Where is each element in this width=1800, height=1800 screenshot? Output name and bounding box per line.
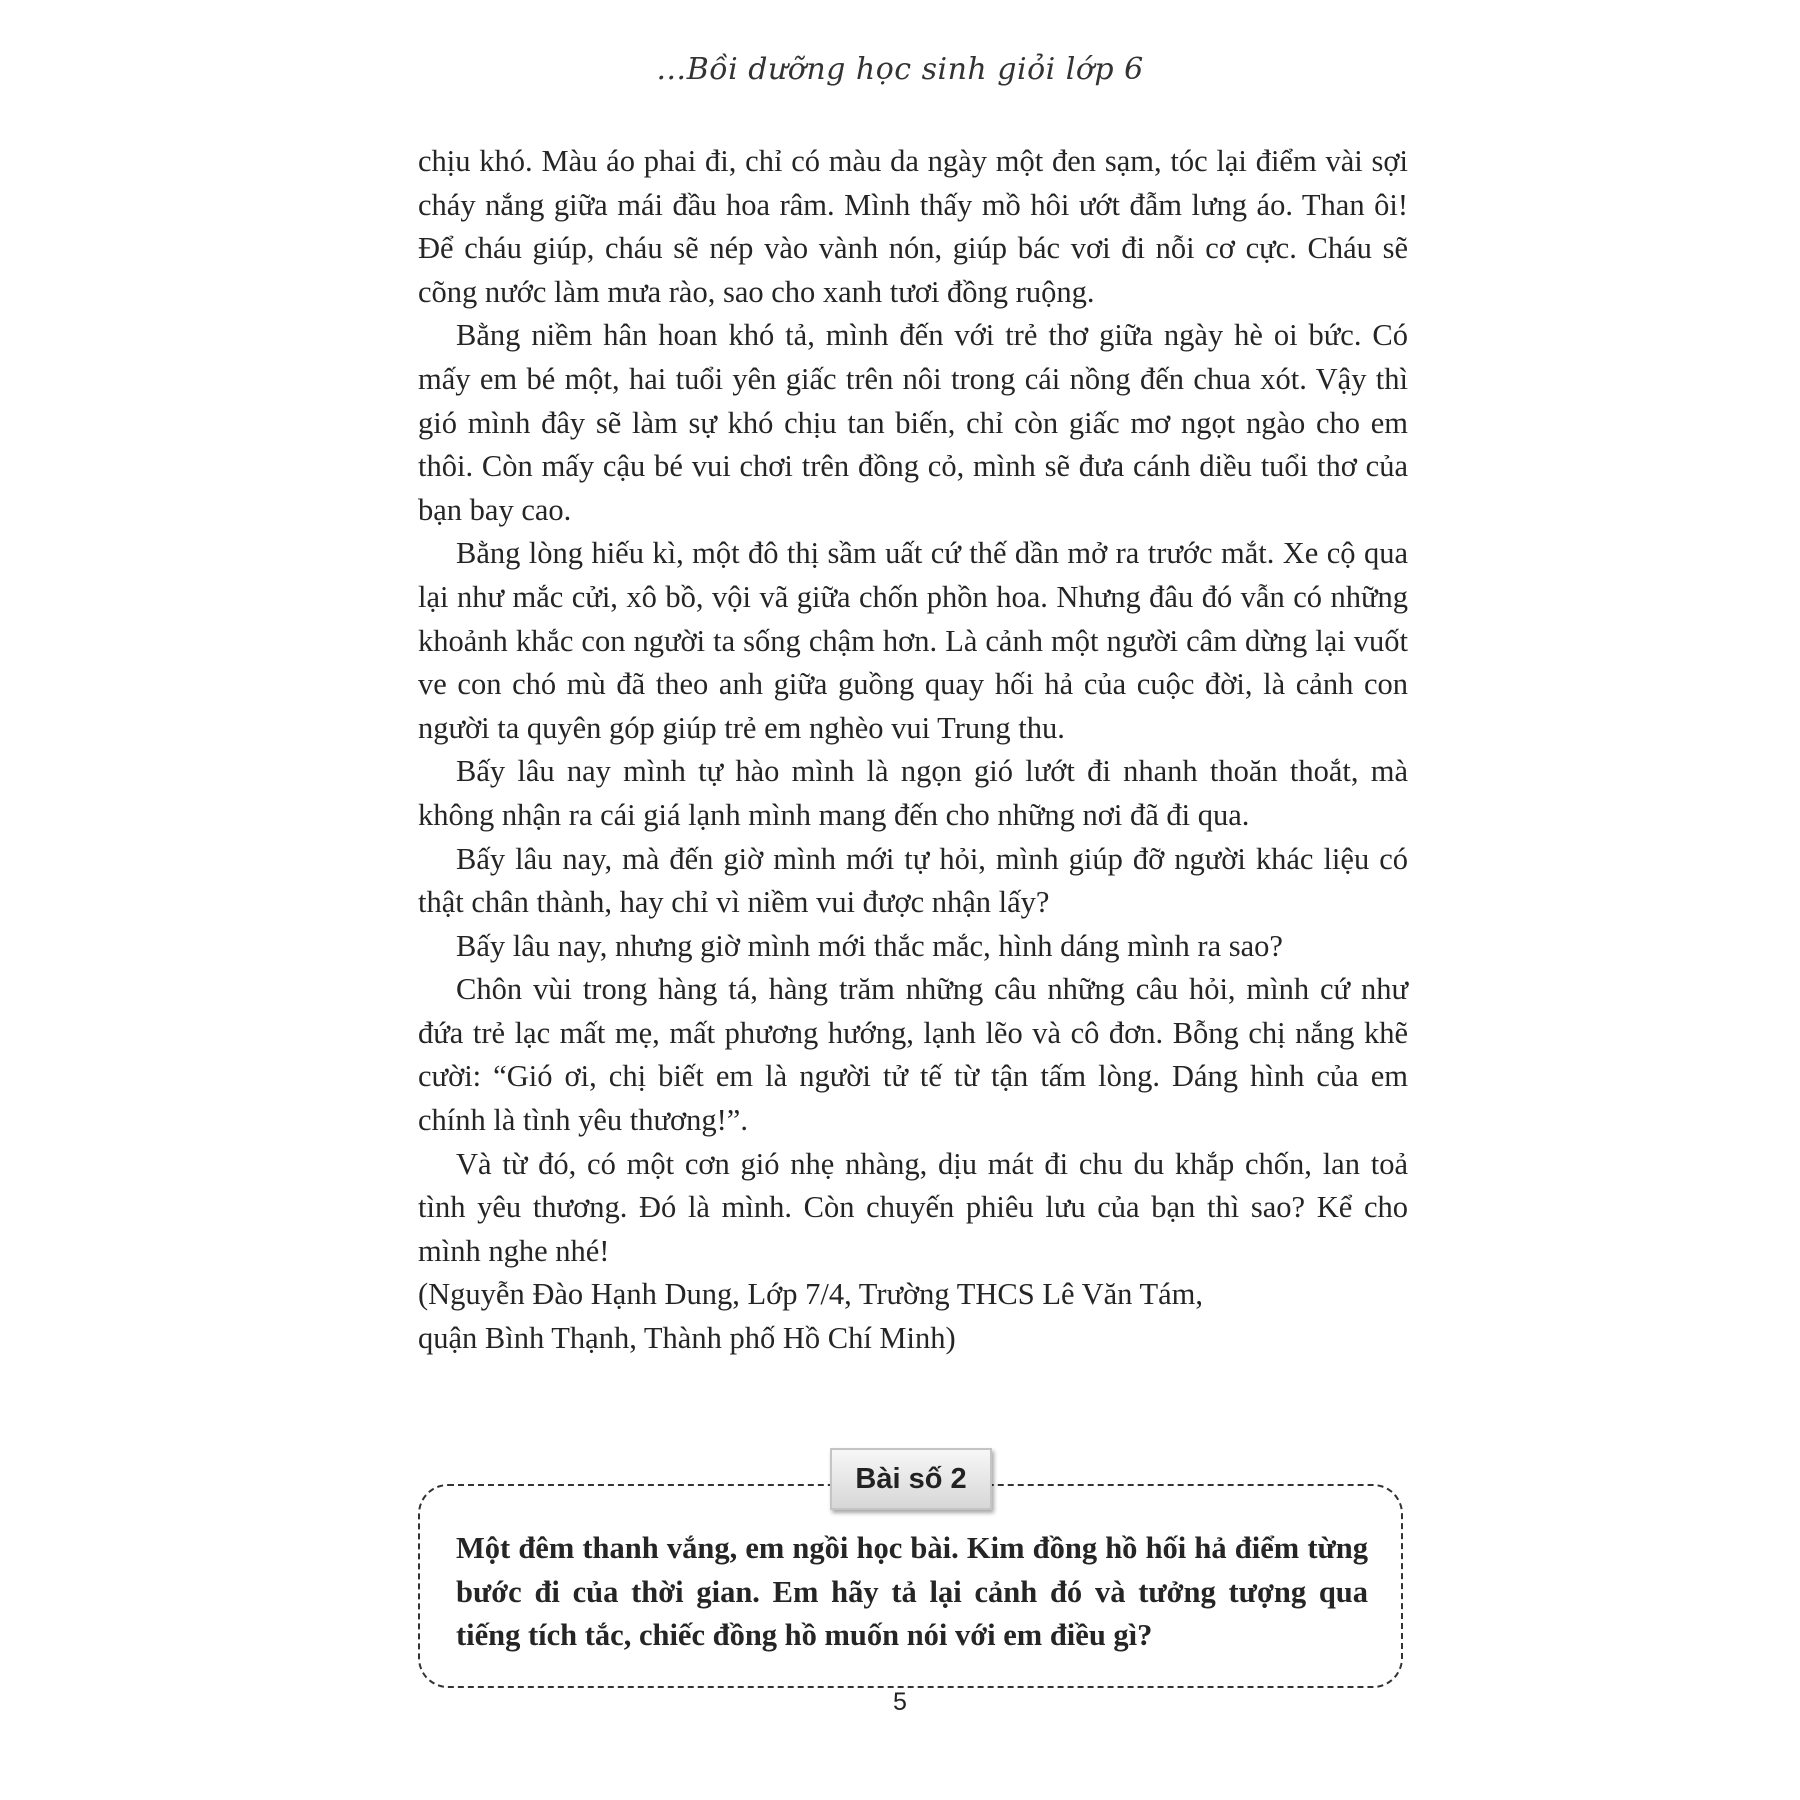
running-header: …Bồi dưỡng học sinh giỏi lớp 6 [656, 52, 1144, 87]
attribution-line: (Nguyễn Đào Hạnh Dung, Lớp 7/4, Trường THCS Lê Văn Tám, [418, 1277, 1203, 1312]
essay-body [418, 140, 1408, 1361]
exercise-prompt: Một đêm thanh vắng, em ngồi học bài. Kim đồng hồ hối hả điểm từng bước đi của thời gian. Em hãy tả lại cảnh đó và tưởng tượng qua tiếng tích tắc, chiếc đồng hồ muốn nói với em điều gì? [456, 1531, 1368, 1652]
attribution-line: quận Bình Thạnh, Thành phố Hồ Chí Minh) [418, 1321, 956, 1356]
paragraph: Bấy lâu nay, mà đến giờ mình mới tự hỏi, mình giúp đỡ người khác liệu có thật chân thành, hay chỉ vì niềm vui được nhận lấy? [418, 841, 1408, 920]
paragraph: Bấy lâu nay mình tự hào mình là ngọn gió lướt đi nhanh thoăn thoắt, mà không nhận ra cái giá lạnh mình mang đến cho những nơi đã đi qua. [418, 754, 1408, 832]
paragraph: Và từ đó, có một cơn gió nhẹ nhàng, dịu mát đi chu du khắp chốn, lan toả tình yêu thương. Đó là mình. Còn chuyến phiêu lưu của bạn thì sao? Kể cho mình nghe nhé! [418, 1146, 1408, 1268]
paragraph: Chôn vùi trong hàng tá, hàng trăm những câu những câu hỏi, mình cứ như đứa trẻ lạc mất mẹ, mất phương hướng, lạnh lẽo và cô đơn. Bỗng chị nắng khẽ cười: “Gió ơi, chị biết em là người tử tế từ tận tấm lòng. Dáng hình của em chính là tình yêu thương!”. [418, 972, 1408, 1138]
paragraph: Bằng niềm hân hoan khó tả, mình đến với trẻ thơ giữa ngày hè oi bức. Có mấy em bé một, hai tuổi yên giấc trên nôi trong cái nồng đến chua xót. Vậy thì gió mình đây sẽ làm sự khó chịu tan biến, chỉ còn giấc mơ ngọt ngào cho em thôi. Còn mấy cậu bé vui chơi trên đồng cỏ, mình sẽ đưa cánh diều tuổi thơ của bạn bay cao. [418, 318, 1408, 527]
paragraph: chịu khó. Màu áo phai đi, chỉ có màu da ngày một đen sạm, tóc lại điểm vài sợi cháy nắng giữa mái đầu hoa râm. Mình thấy mồ hôi ướt đẫm lưng áo. Than ôi! Để cháu giúp, cháu sẽ nép vào vành nón, giúp bác vơi đi nỗi cơ cực. Cháu sẽ cõng nước làm mưa rào, sao cho xanh tươi đồng ruộng. [418, 144, 1408, 309]
attribution [418, 1273, 1408, 1360]
paragraph: Bằng lòng hiếu kì, một đô thị sầm uất cứ thế dần mở ra trước mắt. Xe cộ qua lại như mắc cửi, xô bồ, vội vã giữa chốn phồn hoa. Nhưng đâu đó vẫn có những khoảnh khắc con người ta sống chậm hơn. Là cảnh một người câm dừng lại vuốt ve con chó mù đã theo anh giữa guồng quay hối hả của cuộc đời, là cảnh con người ta quyên góp giúp trẻ em nghèo vui Trung thu. [418, 536, 1408, 745]
paragraph: Bấy lâu nay, nhưng giờ mình mới thắc mắc, hình dáng mình ra sao? [456, 928, 1283, 963]
page-number: 5 [893, 1688, 907, 1716]
exercise-label: Bài số 2 [830, 1448, 992, 1510]
